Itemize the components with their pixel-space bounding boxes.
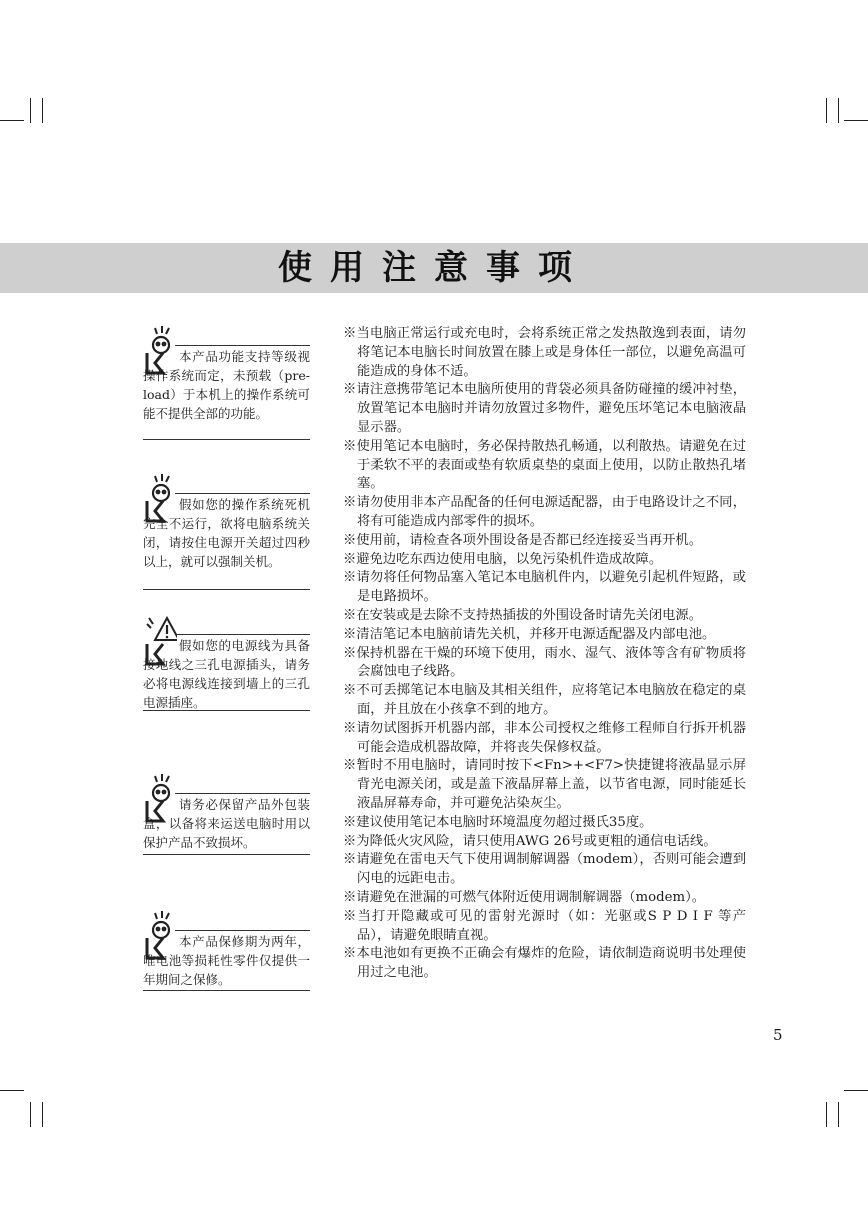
note-text: 假如您的操作系统死机完全不运行，欲将电脑系统关闭，请按住电源开关超过四秒以上，就可以强制关机。: [143, 497, 310, 569]
list-item: ※请勿使用非本产品配备的任何电源适配器，由于电路设计之不同，将有可能造成内部零件的损坏。: [343, 495, 746, 529]
note-divider: [143, 439, 310, 440]
list-item: ※请避免在泄漏的可燃气体附近使用调制解调器（modem）。: [343, 889, 706, 905]
note-text: 本产品保修期为两年，唯电池等损耗性零件仅提供一年期间之保修。: [143, 934, 310, 987]
side-note: [143, 614, 310, 714]
note-divider: [143, 710, 310, 711]
list-item: ※请注意携带笔记本电脑所使用的背袋必须具备防碰撞的缓冲衬垫，放置笔记本电脑时并请勿放置过多物件，避免压坏笔记本电脑液晶显示器。: [343, 382, 746, 435]
list-item: ※建议使用笔记本电脑时环境温度勿超过摄氏35度。: [343, 814, 653, 830]
title-band: [0, 243, 868, 293]
note-rule: [175, 634, 310, 635]
side-note: [143, 910, 310, 995]
list-item: ※在安装或是去除不支持热插拔的外围设备时请先关闭电源。: [343, 607, 703, 623]
list-item: ※保持机器在干燥的环境下使用，雨水、湿气、液体等含有矿物质将会腐蚀电子线路。: [343, 645, 746, 680]
note-rule: [175, 793, 310, 794]
note-divider: [143, 589, 310, 590]
side-note: [143, 325, 310, 440]
list-item: ※请勿试图拆开机器内部，非本公司授权之维修工程师自行拆开机器可能会造成机器故障，并将丧失保修权益。: [343, 720, 746, 755]
list-item: ※当电脑正常运行或充电时，会将系统正常之发热散逸到表面，请勿将笔记本电脑长时间放置在膝上或是身体任一部位，以避免高温可能造成的身体不适。: [343, 326, 746, 379]
list-item: ※清洁笔记本电脑前请先关机，并移开电源适配器及内部电池。: [343, 626, 716, 642]
list-item: ※暂时不用电脑时，请同时按下<Fn>+<F7>快捷键将液晶显示屏背光电源关闭，或是盖下液晶屏幕上盖，以节省电源，同时能延长液晶屏幕寿命，并可避免沾染灰尘。: [343, 758, 746, 811]
note-rule: [175, 930, 310, 931]
page-number: 5: [773, 1026, 783, 1044]
list-item: ※为降低火灾风险，请只使用AWG 26号或更粗的通信电话线。: [343, 833, 717, 849]
note-rule: [175, 493, 310, 494]
note-text: 本产品功能支持等级视操作系统而定，未预载（pre-load）于本机上的操作系统可能不提供全部的功能。: [143, 349, 310, 421]
list-item: ※当打开隐藏或可见的雷射光源时（如：光驱或S P D I F 等产品），请避免眼睛直视。: [343, 908, 746, 943]
side-note: [143, 473, 310, 593]
list-item: ※避免边吃东西边使用电脑，以免污染机件造成故障。: [343, 551, 663, 567]
page-title: 使用注意事项: [278, 248, 590, 288]
precautions-list: [343, 325, 746, 983]
list-item: ※请避免在雷电天气下使用调制解调器（modem），否则可能会遭到闪电的远距电击。: [343, 852, 746, 887]
list-item: ※本电池如有更换不正确会有爆炸的危险，请依制造商说明书处理使用过之电池。: [343, 946, 746, 981]
list-item: ※请勿将任何物品塞入笔记本电脑机件内，以避免引起机件短路，或是电路损坏。: [343, 570, 746, 605]
side-note: [143, 773, 310, 873]
list-item: ※使用前，请检查各项外围设备是否都已经连接妥当再开机。: [343, 532, 703, 548]
list-item: ※使用笔记本电脑时，务必保持散热孔畅通，以利散热。请避免在过于柔软不平的表面或垫有软质桌垫的桌面上使用，以防止散热孔堵塞。: [343, 438, 746, 492]
list-item: ※不可丢掷笔记本电脑及其相关组件，应将笔记本电脑放在稳定的桌面，并且放在小孩拿不到的地方。: [343, 683, 746, 717]
note-text: 请务必保留产品外包装盒，以备将来运送电脑时用以保护产品不致损坏。: [143, 797, 310, 850]
note-rule: [175, 345, 310, 346]
note-divider: [143, 990, 310, 991]
note-text: 假如您的电源线为具备接地线之三孔电源插头，请务必将电源线连接到墙上的三孔电源插座。: [143, 638, 310, 710]
note-divider: [143, 854, 310, 855]
